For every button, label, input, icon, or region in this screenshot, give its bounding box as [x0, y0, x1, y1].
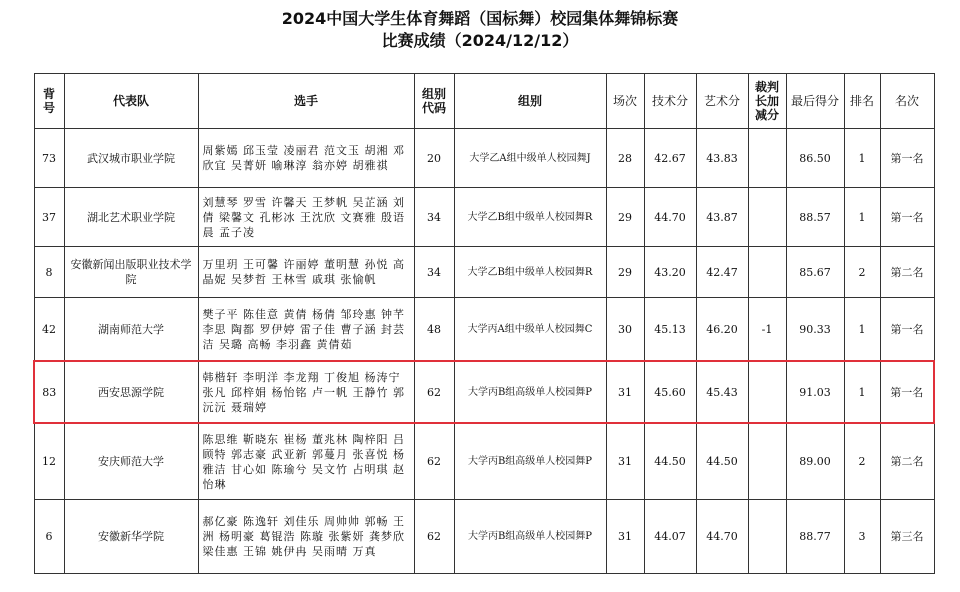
cell-tech: 44.50	[644, 423, 696, 500]
cell-tech: 42.67	[644, 129, 696, 188]
cell-art: 44.50	[696, 423, 748, 500]
cell-rank: 1	[844, 129, 880, 188]
cell-group: 大学丙B组高级单人校园舞P	[454, 423, 606, 500]
cell-team: 湖南师范大学	[64, 298, 198, 362]
cell-players: 刘慧琴 罗雪 许馨天 王梦帆 吴芷涵 刘倩 梁馨文 孔彬冰 王沈欣 文赛雅 殷语晨 孟子凌	[198, 188, 414, 247]
cell-round: 31	[606, 423, 644, 500]
table-row	[34, 298, 934, 362]
cell-group-code: 34	[414, 188, 454, 247]
header-round: 场次	[606, 74, 644, 129]
cell-bib: 6	[34, 500, 64, 574]
cell-rank: 2	[844, 247, 880, 298]
cell-final: 86.50	[786, 129, 844, 188]
cell-art: 42.47	[696, 247, 748, 298]
table-row	[34, 500, 934, 574]
cell-team: 湖北艺术职业学院	[64, 188, 198, 247]
cell-placing: 第二名	[880, 423, 934, 500]
cell-round: 28	[606, 129, 644, 188]
header-tech: 技术分	[644, 74, 696, 129]
header-placing: 名次	[880, 74, 934, 129]
cell-round: 29	[606, 188, 644, 247]
header-bib: 背号	[34, 74, 64, 129]
cell-placing: 第一名	[880, 361, 934, 423]
cell-art: 45.43	[696, 361, 748, 423]
table-row	[34, 423, 934, 500]
cell-players: 万里玥 王可馨 许丽婷 董明慧 孙悦 高晶妮 吴梦哲 王林雪 戚琪 张愉帆	[198, 247, 414, 298]
document-header	[0, 8, 960, 52]
cell-rank: 3	[844, 500, 880, 574]
cell-bib: 12	[34, 423, 64, 500]
table-row	[34, 247, 934, 298]
cell-final: 90.33	[786, 298, 844, 362]
cell-group: 大学丙B组高级单人校园舞P	[454, 361, 606, 423]
cell-rank: 1	[844, 188, 880, 247]
header-team: 代表队	[64, 74, 198, 129]
header-group: 组别	[454, 74, 606, 129]
cell-placing: 第二名	[880, 247, 934, 298]
cell-group: 大学丙A组中级单人校园舞C	[454, 298, 606, 362]
cell-group-code: 34	[414, 247, 454, 298]
cell-group-code: 20	[414, 129, 454, 188]
cell-group-code: 62	[414, 361, 454, 423]
cell-team: 安徽新华学院	[64, 500, 198, 574]
cell-group: 大学乙B组中级单人校园舞R	[454, 247, 606, 298]
cell-final: 89.00	[786, 423, 844, 500]
cell-judge-bonus	[748, 188, 786, 247]
cell-art: 43.87	[696, 188, 748, 247]
cell-final: 91.03	[786, 361, 844, 423]
cell-bib: 42	[34, 298, 64, 362]
header-art: 艺术分	[696, 74, 748, 129]
cell-round: 29	[606, 247, 644, 298]
table-row-highlighted	[34, 361, 934, 423]
cell-tech: 45.60	[644, 361, 696, 423]
cell-team: 武汉城市职业学院	[64, 129, 198, 188]
cell-group-code: 62	[414, 500, 454, 574]
cell-rank: 2	[844, 423, 880, 500]
cell-round: 31	[606, 361, 644, 423]
cell-bib: 83	[34, 361, 64, 423]
cell-art: 46.20	[696, 298, 748, 362]
cell-players: 樊子平 陈佳意 黄倩 杨倩 邹玲惠 钟芊李思 陶都 罗伊婷 雷子佳 曹子涵 封芸洁 吴璐 高畅 李羽鑫 黄倩茹	[198, 298, 414, 362]
cell-judge-bonus	[748, 423, 786, 500]
cell-rank: 1	[844, 298, 880, 362]
cell-art: 44.70	[696, 500, 748, 574]
cell-bib: 73	[34, 129, 64, 188]
cell-bib: 8	[34, 247, 64, 298]
header-group-code: 组别代码	[414, 74, 454, 129]
cell-tech: 44.07	[644, 500, 696, 574]
cell-team: 西安思源学院	[64, 361, 198, 423]
cell-group-code: 62	[414, 423, 454, 500]
cell-players: 陈思维 靳晓东 崔杨 董兆林 陶梓阳 吕顾特 郭志豪 武亚新 郭蔓月 张喜悦 杨雅洁 甘心如 陈瑜兮 吴文竹 占明琪 赵怡琳	[198, 423, 414, 500]
table-row	[34, 129, 934, 188]
cell-players: 周紫嫣 邱玉莹 凌丽君 范文玉 胡湘 邓欣宜 吴菁妍 喻琳淳 翁亦婷 胡雅祺	[198, 129, 414, 188]
cell-judge-bonus	[748, 247, 786, 298]
header-players: 选手	[198, 74, 414, 129]
cell-players: 韩楷轩 李明洋 李龙翔 丁俊旭 杨涛宁张凡 邱梓娟 杨怡铭 卢一帆 王静竹 郭沅沅 聂瑞婷	[198, 361, 414, 423]
table-row	[34, 188, 934, 247]
header-final: 最后得分	[786, 74, 844, 129]
cell-placing: 第一名	[880, 129, 934, 188]
cell-group: 大学乙B组中级单人校园舞R	[454, 188, 606, 247]
cell-team: 安徽新闻出版职业技术学院	[64, 247, 198, 298]
cell-placing: 第一名	[880, 188, 934, 247]
cell-rank: 1	[844, 361, 880, 423]
cell-judge-bonus: -1	[748, 298, 786, 362]
cell-group: 大学丙B组高级单人校园舞P	[454, 500, 606, 574]
cell-players: 郝亿豪 陈逸轩 刘佳乐 周帅帅 郭畅 王洲 杨明豪 葛锟浩 陈璇 张紫妍 龚梦欣 梁佳惠 王锦 姚伊冉 吴雨晴 万真	[198, 500, 414, 574]
cell-bib: 37	[34, 188, 64, 247]
cell-judge-bonus	[748, 500, 786, 574]
cell-placing: 第一名	[880, 298, 934, 362]
cell-group-code: 48	[414, 298, 454, 362]
document-subtitle: 比赛成绩（2024/12/12）	[381, 31, 579, 50]
cell-tech: 43.20	[644, 247, 696, 298]
cell-tech: 44.70	[644, 188, 696, 247]
header-row	[34, 74, 934, 129]
header-judge-bonus: 裁判长加减分	[748, 74, 786, 129]
document-title: 2024中国大学生体育舞蹈（国标舞）校园集体舞锦标赛	[281, 9, 679, 28]
cell-final: 85.67	[786, 247, 844, 298]
cell-judge-bonus	[748, 361, 786, 423]
cell-round: 30	[606, 298, 644, 362]
cell-placing: 第三名	[880, 500, 934, 574]
cell-round: 31	[606, 500, 644, 574]
cell-final: 88.77	[786, 500, 844, 574]
header-rank: 排名	[844, 74, 880, 129]
cell-judge-bonus	[748, 129, 786, 188]
cell-group: 大学乙A组中级单人校园舞J	[454, 129, 606, 188]
cell-final: 88.57	[786, 188, 844, 247]
cell-tech: 45.13	[644, 298, 696, 362]
cell-art: 43.83	[696, 129, 748, 188]
results-table	[33, 73, 935, 574]
cell-team: 安庆师范大学	[64, 423, 198, 500]
